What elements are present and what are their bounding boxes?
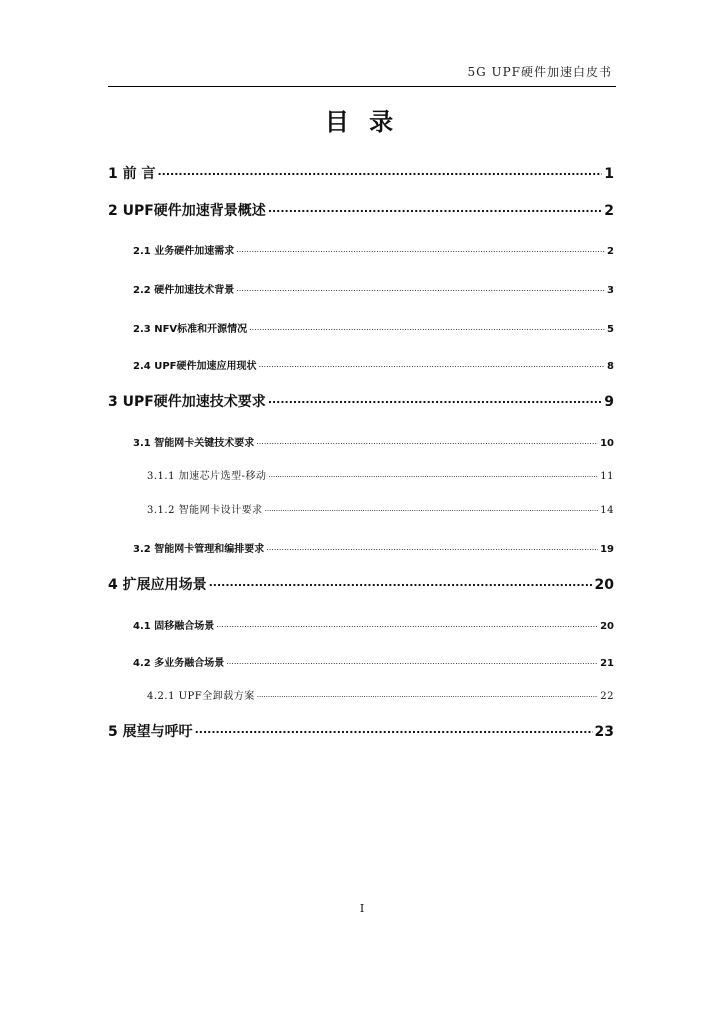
toc-entry-label: 4.1 固移融合场景 bbox=[133, 621, 215, 632]
toc-entry-4[interactable] bbox=[108, 574, 614, 594]
toc-entry-label: 2.4 UPF硬件加速应用现状 bbox=[133, 361, 257, 372]
toc-entry-label: 4.2.1 UPF全卸载方案 bbox=[147, 691, 255, 702]
toc-entry-2-1[interactable] bbox=[133, 242, 614, 257]
toc-entry-label: 3.2 智能网卡管理和编排要求 bbox=[133, 544, 265, 555]
toc-entry-page: 1 bbox=[604, 166, 614, 182]
toc-entry-5[interactable] bbox=[108, 721, 614, 741]
toc-entry-page: 5 bbox=[607, 324, 614, 335]
header-divider bbox=[108, 86, 616, 87]
toc-title: 目 录 bbox=[324, 108, 400, 136]
toc-entry-3-1-2[interactable] bbox=[147, 501, 614, 516]
toc-entry-label: 3 UPF硬件加速技术要求 bbox=[108, 394, 266, 410]
toc-entry-1[interactable] bbox=[108, 163, 614, 183]
toc-entry-3[interactable] bbox=[108, 391, 614, 411]
toc-entry-label: 1 前 言 bbox=[108, 166, 156, 182]
toc-entry-page: 3 bbox=[607, 285, 614, 296]
toc-entry-page: 19 bbox=[600, 544, 614, 555]
toc-entry-page: 9 bbox=[604, 394, 614, 410]
toc-entry-2-4[interactable] bbox=[133, 357, 614, 372]
toc-leader bbox=[236, 283, 605, 293]
toc-entry-page: 2 bbox=[604, 203, 614, 219]
toc-entry-page: 10 bbox=[600, 438, 614, 449]
toc-entry-3-2[interactable] bbox=[133, 540, 614, 555]
toc-entry-label: 2.2 硬件加速技术背景 bbox=[133, 285, 235, 296]
toc-entry-4-1[interactable] bbox=[133, 617, 614, 632]
toc-entry-3-1-1[interactable] bbox=[147, 467, 614, 482]
toc-entry-page: 8 bbox=[607, 361, 614, 372]
toc-entry-2[interactable] bbox=[108, 200, 614, 220]
toc-entry-page: 22 bbox=[600, 691, 614, 702]
toc-entry-page: 2 bbox=[607, 246, 614, 257]
toc-entry-label: 3.1.1 加速芯片选型-移动 bbox=[147, 471, 267, 482]
toc-leader bbox=[236, 244, 605, 254]
toc-leader bbox=[258, 359, 605, 369]
toc-entry-4-2-1[interactable] bbox=[147, 687, 614, 702]
toc-entry-page: 21 bbox=[600, 658, 614, 669]
toc-leader bbox=[249, 322, 605, 332]
toc-leader bbox=[256, 436, 598, 446]
toc-entry-label: 5 展望与呼吁 bbox=[108, 724, 193, 740]
toc-leader bbox=[269, 469, 599, 479]
toc-leader bbox=[226, 656, 598, 666]
toc-entry-label: 4 扩展应用场景 bbox=[108, 577, 207, 593]
toc-entry-page: 11 bbox=[600, 471, 614, 482]
toc-leader bbox=[195, 722, 593, 736]
toc-leader bbox=[268, 201, 602, 215]
toc-leader bbox=[209, 575, 593, 589]
toc-leader bbox=[257, 689, 599, 699]
toc-entry-2-3[interactable] bbox=[133, 320, 614, 335]
toc-leader bbox=[265, 503, 599, 513]
toc-leader bbox=[268, 392, 602, 406]
toc-entry-2-2[interactable] bbox=[133, 281, 614, 296]
toc-leader bbox=[158, 164, 603, 178]
toc-entry-3-1[interactable] bbox=[133, 434, 614, 449]
toc-entry-page: 20 bbox=[594, 577, 614, 593]
toc-leader bbox=[216, 619, 598, 629]
toc-leader bbox=[266, 542, 598, 552]
page-number: I bbox=[359, 902, 365, 915]
toc-entry-4-2[interactable] bbox=[133, 654, 614, 669]
toc-entry-page: 20 bbox=[600, 621, 614, 632]
toc-entry-label: 3.1 智能网卡关键技术要求 bbox=[133, 438, 255, 449]
header-title: 5G UPF硬件加速白皮书 bbox=[467, 65, 612, 79]
toc-entry-page: 23 bbox=[594, 724, 614, 740]
toc-entry-label: 2.3 NFV标准和开源情况 bbox=[133, 324, 248, 335]
toc-entry-label: 2 UPF硬件加速背景概述 bbox=[108, 203, 266, 219]
toc-entry-label: 2.1 业务硬件加速需求 bbox=[133, 246, 235, 257]
toc-entry-page: 14 bbox=[600, 505, 614, 516]
toc-entry-label: 3.1.2 智能网卡设计要求 bbox=[147, 505, 263, 516]
toc-entry-label: 4.2 多业务融合场景 bbox=[133, 658, 225, 669]
